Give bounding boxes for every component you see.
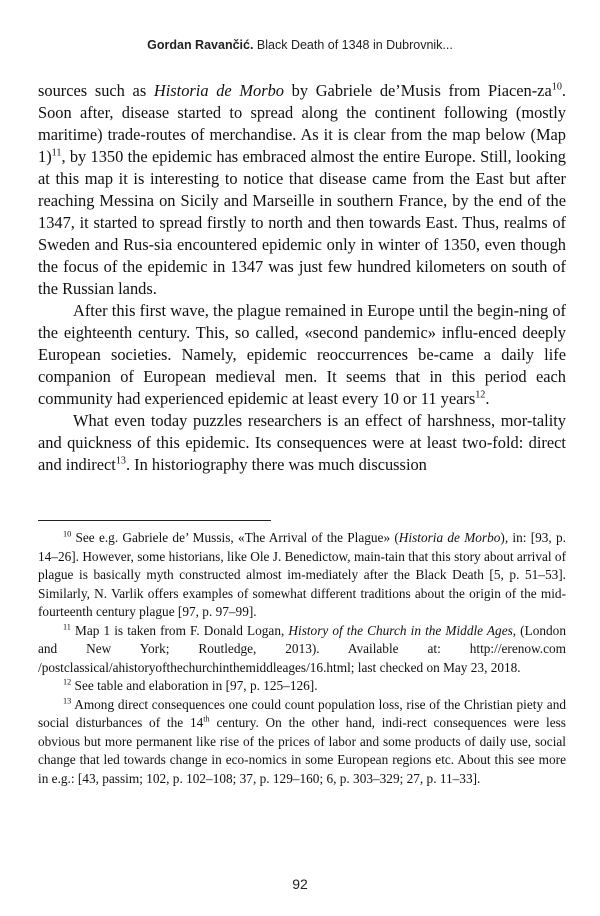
footnote-marker: 12 (63, 677, 72, 687)
footnote-separator (38, 520, 271, 521)
footnote-12: $^{12}$ See table and elaboration in [97, p. 125–126]. (63, 677, 318, 693)
footnote-marker: 12 (475, 389, 486, 401)
footnote-marker: 13 (63, 696, 72, 706)
footnote-marker: 11 (63, 622, 71, 632)
paragraph: After this first wave, the plague remained in Europe until the begin-ning of the eighteenth century. This, so called, «second pandemic» influ-enced deeply European societies. Namely, epidemic reoccurrences be-came a daily life companion of European medieval men. It seems that in this period each community had experienced epidemic at least every 10 or 11 years$^{12}$. (38, 301, 566, 408)
footnote-marker: 11 (51, 147, 62, 159)
page-number: 92 (292, 876, 308, 892)
italic-run: Historia de Morbo (153, 81, 284, 100)
footnote-marker: 10 (551, 81, 562, 93)
footnote-marker: th (203, 714, 210, 724)
footnote-10: $^{10}$ See e.g. Gabriele de’ Mussis, «The Arrival of the Plague» (Historia de Morbo), in: [93, p. 14–26]. However, some historians, like Ole J. Benedictow, main-tain that this story about arrival of plague is basically myth constructed almost im-mediately after the Black Death [5, p. 51–53]. Similarly, N. Varlik offers examples of somewhat different traditions about the origin of the mid-fourteenth century plague [97, p. 97–99]. (38, 529, 566, 619)
body-text (38, 80, 566, 476)
paragraph: sources such as Historia de Morbo by Gabriele de’Musis from Piacen-$za^{10}$. Soon after, disease started to spread along the continent following (mostly maritime) trade-routes of merchandise. As it is clear from the map below (Map 1)$^{11}$, by 1350 the epidemic has embraced almost the entire Europe. Still, looking at this map it is interesting to notice that disease came from the East but after reaching Messina on Sicily and Marseille in southern France, by the end of the 1347, it started to spread firstly to north and then towards East. Thus, realms of Sweden and Rus-sia encountered epidemic only in winter of 1350, even though the focus of the epidemic in 1347 was just few hundred kilometers on south of the Russian lands. (38, 81, 567, 298)
header-title: Black Death of 1348 in Dubrovnik... (253, 38, 453, 52)
footnotes (38, 529, 566, 788)
italic-run: History of the Church in the Middle Ages (288, 622, 513, 638)
footnote-marker: 13 (115, 455, 126, 467)
paragraph: What even today puzzles researchers is an effect of harshness, mor-tality and quickness of this epidemic. Its consequences were at least two-fold: direct and indirect$^{13}$. In historiography there was much discussion (38, 411, 566, 474)
footnote-marker: 10 (63, 529, 72, 539)
header-author: Gordan Ravančić. (147, 38, 254, 52)
running-header (0, 38, 600, 52)
footnote-11: $^{11}$ Map 1 is taken from F. Donald Logan, History of the Church in the Middle Ages, (London and New York; Routledge, 2013). Available at: http://erenow.com /postclassical/ahistoryofthechurchinthemiddleages/16.html; last checked on May 23, 2018. (38, 622, 566, 675)
italic-run: Historia de Morbo (398, 530, 501, 545)
footnote-13: $^{13}$ Among direct consequences one could count population loss, rise of the Christian piety and social disturbances of the 14th century. On the other hand, indi-rect consequences were less obvious but more permanent like rise of the prices of labor and some products of daily use, social change that led towards change in eco-nomics in some European regions etc. About this see more in e.g.: [43, passim; 102, p. 102–108; 37, p. 129–160; 6, p. 303–329; 27, p. 11–33]. (38, 696, 566, 786)
